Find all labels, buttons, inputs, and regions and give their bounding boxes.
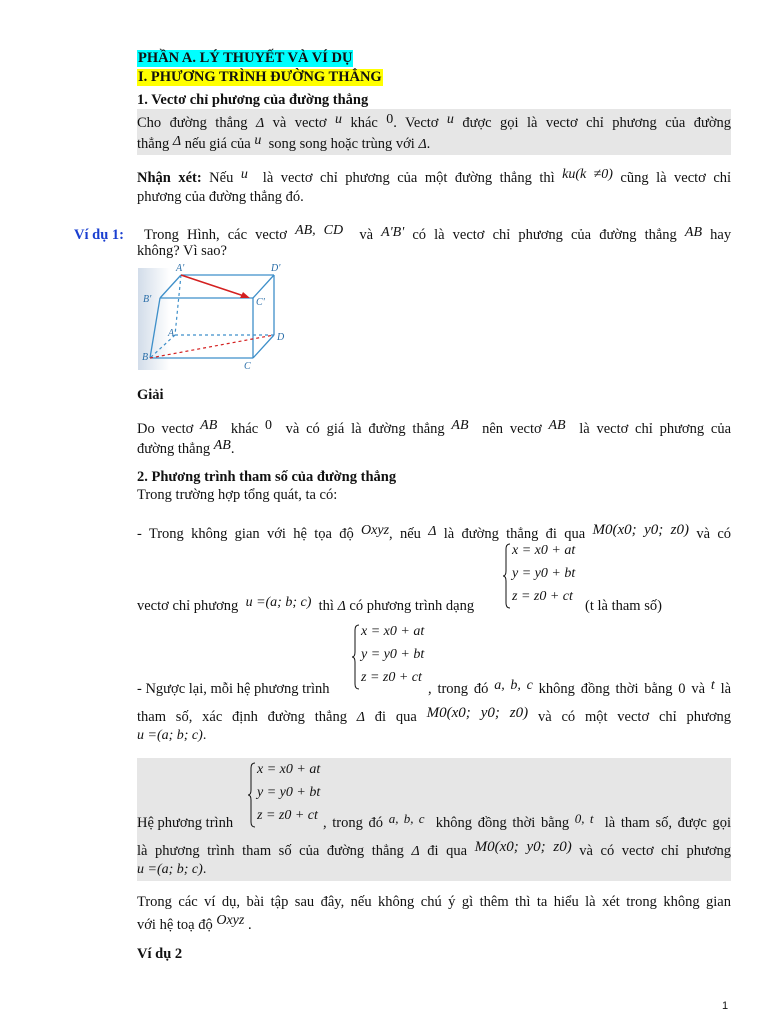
label-d-prime: D' <box>271 263 281 274</box>
section-2-title: 2. Phương trình tham số của đường thẳng <box>137 469 397 485</box>
remark-line-2: phương của đường thẳng đó. <box>137 189 304 205</box>
example-1-label: Ví dụ 1: <box>74 227 124 243</box>
label-a-prime: A' <box>176 263 185 274</box>
box-line-1a: Hệ phương trình <box>137 815 234 831</box>
part-a-heading: PHẦN A. LÝ THUYẾT VÀ VÍ DỤ <box>138 50 353 66</box>
label-d: D <box>277 332 285 343</box>
parametric-system-3: x = x0 + at y = y0 + bt z = z0 + ct <box>247 762 337 828</box>
remark-line-1: Nhận xét: Nếu u là vectơ chỉ phương của một đường thẳng thì ku(k ≠0) cũng là vectơ chỉ <box>137 167 732 186</box>
label-b-prime: B' <box>143 294 152 305</box>
label-c-prime: C' <box>256 297 265 308</box>
section-1-title: 1. Vectơ chỉ phương của đường thẳng <box>137 92 369 108</box>
paragraph-b-line-3: u =(a; b; c). <box>137 728 207 743</box>
example-1-line-1: Trong Hình, các vectơ AB, CD và A'B' có là vectơ chỉ phương của đường thẳng AB hay <box>144 223 732 243</box>
box-line-3: u =(a; b; c). <box>137 862 207 877</box>
parametric-system-2: x = x0 + at y = y0 + bt z = z0 + ct <box>351 624 441 690</box>
paragraph-a-line-2: vectơ chỉ phương u =(a; b; c) thì Δ có phương trình dạng <box>137 595 475 614</box>
paragraph-b-line-2: tham số, xác định đường thẳng Δ đi qua M0(x0; y0; z0) và có một vectơ chỉ phương <box>137 705 731 725</box>
page-number: 1 <box>722 1000 729 1012</box>
closing-line-1: Trong các ví dụ, bài tập sau đây, nếu không chú ý gì thêm thì ta hiểu là xét trong không gian <box>137 894 731 910</box>
label-a: A <box>168 328 175 339</box>
parameter-note: (t là tham số) <box>585 598 662 614</box>
solution-line-2: đường thẳng AB. <box>137 438 235 457</box>
box-line-1b: , trong đó a, b, c không đồng thời bằng 0, t là tham số, được gọi <box>323 811 732 831</box>
closing-line-2: với hệ toạ độ Oxyz . <box>137 913 252 933</box>
box-line-2: là phương trình tham số của đường thẳng Δ đi qua M0(x0; y0; z0) và có vectơ chỉ phương <box>137 839 731 859</box>
paragraph-b-line-1b: , trong đó a, b, c không đồng thời bằng 0 và t là <box>428 678 732 697</box>
definition-line-2: thẳng Δ nếu giá của u song song hoặc trùng với Δ. <box>137 133 431 152</box>
parametric-system-1: x = x0 + at y = y0 + bt z = z0 + ct <box>502 543 592 609</box>
section-2-intro: Trong trường hợp tổng quát, ta có: <box>137 487 338 503</box>
definition-line-1: Cho đường thẳng Δ và vectơ u khác 0. Vectơ u được gọi là vectơ chỉ phương của đường <box>137 112 732 131</box>
paragraph-b-line-1a: - Ngược lại, mỗi hệ phương trình <box>137 681 330 697</box>
example-2-label: Ví dụ 2 <box>137 946 183 962</box>
paragraph-a-line-1: - Trong không gian với hệ tọa độ Oxyz, nếu Δ là đường thẳng đi qua M0(x0; y0; z0) và có <box>137 522 732 542</box>
solution-line-1: Do vectơ AB khác 0 và có giá là đường thẳng AB nên vectơ AB là vectơ chỉ phương của <box>137 418 732 437</box>
label-c: C <box>244 361 251 372</box>
section-i-heading: I. PHƯƠNG TRÌNH ĐƯỜNG THẲNG <box>138 69 382 85</box>
example-1-line-2: không? Vì sao? <box>137 243 227 259</box>
cube-figure <box>133 260 293 376</box>
solution-label: Giải <box>137 387 164 403</box>
label-b: B <box>142 352 149 363</box>
